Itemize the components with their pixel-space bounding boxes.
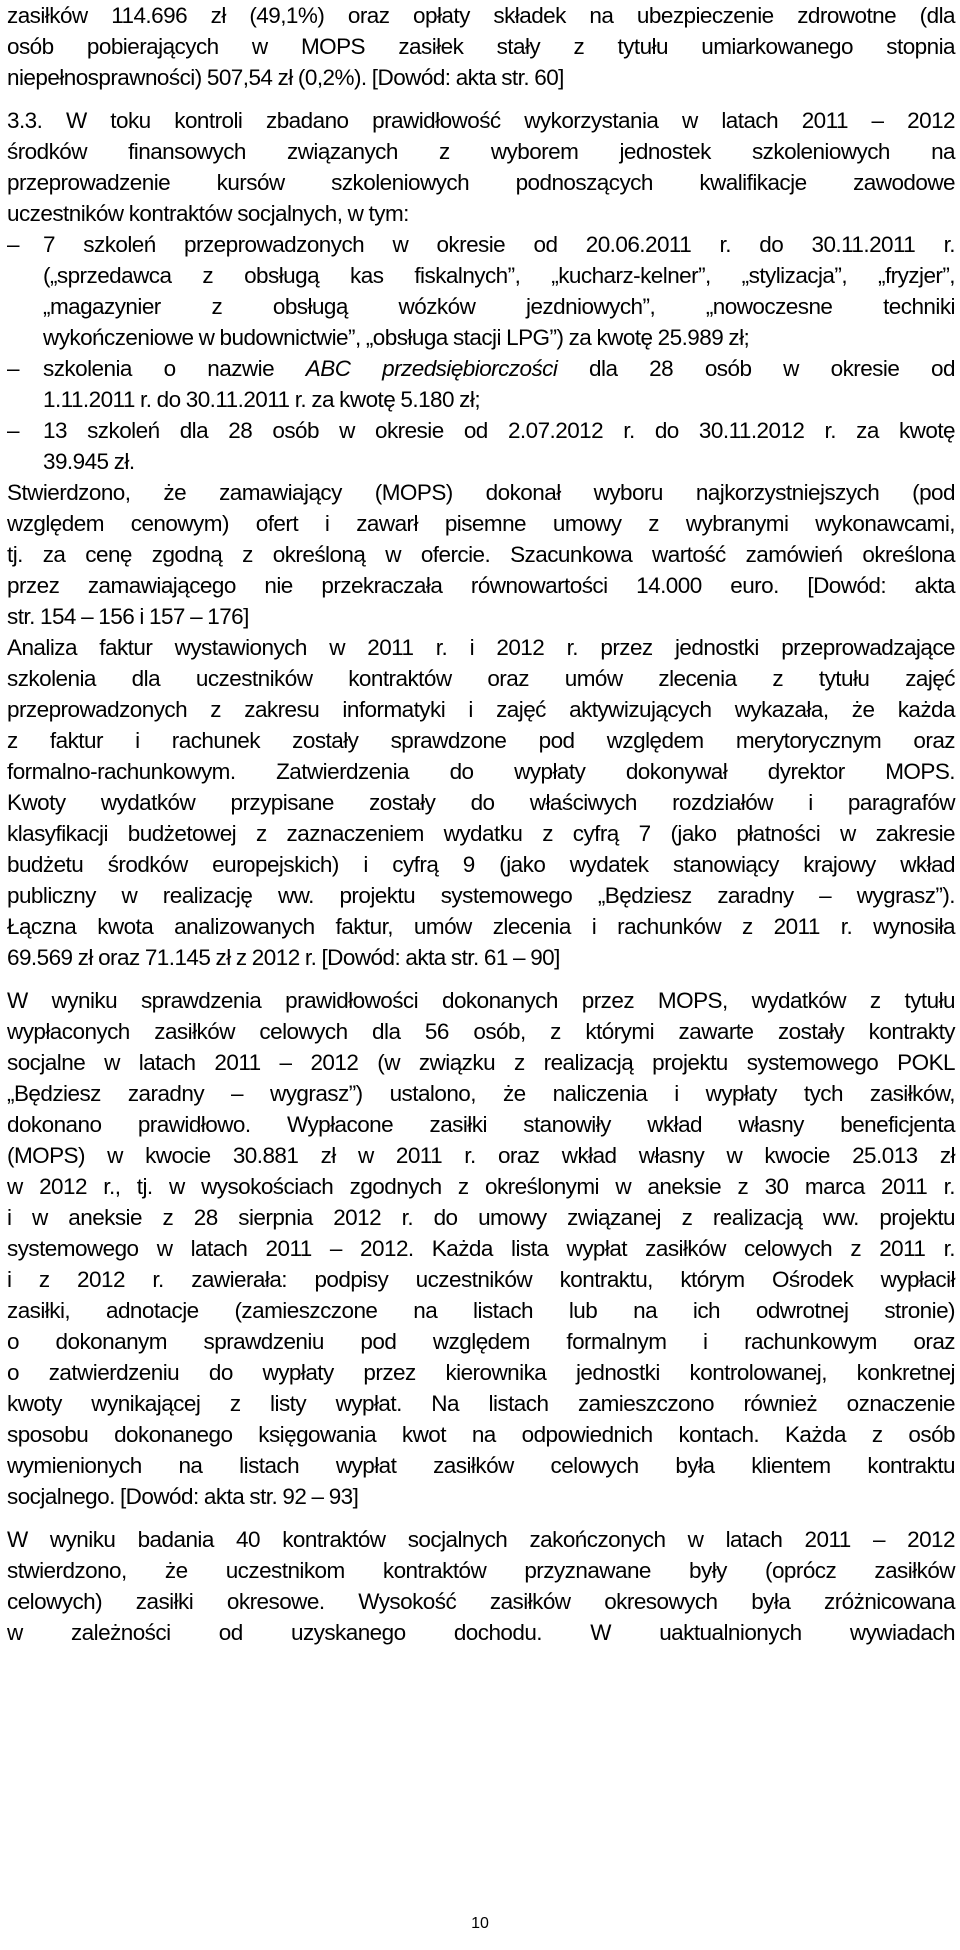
text-line: budżetu środków europejskich) i cyfrą 9 (jako wydatek stanowiący krajowy wkład <box>7 852 955 877</box>
text-line <box>7 353 955 384</box>
paragraph-gap <box>7 973 955 985</box>
text-line: formalno-rachunkowym. Zatwierdzenia do wypłaty dokonywał dyrektor MOPS. <box>7 759 955 784</box>
text-line: wypłaconych zasiłków celowych dla 56 osób, z którymi zawarte zostały kontrakty <box>7 1019 955 1044</box>
list-dash: – <box>7 232 19 257</box>
text-line: w zależności od uzyskanego dochodu. W uaktualnionych wywiadach <box>7 1620 955 1645</box>
text-line: 1.11.2011 r. do 30.11.2011 r. za kwotę 5.180 zł; <box>43 387 481 412</box>
training-name: ABC przedsiębiorczości <box>305 356 558 381</box>
text-line: wymienionych na listach wypłat zasiłków celowych była klientem kontraktu <box>7 1453 955 1478</box>
text-line: i w aneksie z 28 sierpnia 2012 r. do umowy związanej z realizacją ww. projektu <box>7 1205 955 1230</box>
text-line: uczestników kontraktów socjalnych, w tym: <box>7 201 409 226</box>
text-line: („sprzedawca z obsługą kas fiskalnych”, „kucharz-kelner”, „stylizacja”, „fryzjer”, <box>43 263 955 288</box>
paragraph-gap <box>7 93 955 105</box>
page-number: 10 <box>471 1915 489 1932</box>
text-line: „Będziesz zaradny – wygrasz”) ustalono, że naliczenia i wypłaty tych zasiłków, <box>7 1081 955 1106</box>
list-dash: – <box>7 418 19 443</box>
paragraph <box>7 1524 955 1648</box>
text-line: środków finansowych związanych z wyborem jednostek szkoleniowych na <box>7 139 955 164</box>
text-line: wykończeniowe w budownictwie”, „obsługa stacji LPG”) za kwotę 25.989 zł; <box>43 325 750 350</box>
text-line: zasiłków 114.696 zł (49,1%) oraz opłaty składek na ubezpieczenie zdrowotne (dla <box>7 3 955 28</box>
text-line: publiczny w realizację ww. projektu systemowego „Będziesz zaradny – wygrasz”). <box>7 883 955 908</box>
text-line: socjalnego. [Dowód: akta str. 92 – 93] <box>7 1484 359 1509</box>
text-line: Stwierdzono, że zamawiający (MOPS) dokonał wyboru najkorzystniejszych (pod <box>7 480 955 505</box>
text-line: w 2012 r., tj. w wysokościach zgodnych z określonymi w aneksie z 30 marca 2011 r. <box>7 1174 955 1199</box>
text-line: sposobu dokonanego księgowania kwot na odpowiednich kontach. Każda z osób <box>7 1422 955 1447</box>
paragraph <box>7 632 955 973</box>
text-line: przez zamawiającego nie przekraczała równowartości 14.000 euro. [Dowód: akta <box>7 573 955 598</box>
text-line: przeprowadzonych z zakresu informatyki i zajęć aktywizujących wykazała, że każda <box>7 697 955 722</box>
text-line: szkolenia dla uczestników kontraktów oraz umów zlecenia z tytułu zajęć <box>7 666 955 691</box>
text-line: celowych) zasiłki okresowe. Wysokość zasiłków okresowych była zróżnicowana <box>7 1589 955 1614</box>
text-line: osób pobierających w MOPS zasiłek stały z tytułu umiarkowanego stopnia <box>7 34 955 59</box>
text-line: z faktur i rachunek zostały sprawdzone pod względem merytorycznym oraz <box>7 728 955 753</box>
list-item <box>7 353 955 415</box>
training-list <box>7 229 955 477</box>
text-line: W wyniku badania 40 kontraktów socjalnych zakończonych w latach 2011 – 2012 <box>7 1527 955 1552</box>
text-line: 3.3. W toku kontroli zbadano prawidłowość wykorzystania w latach 2011 – 2012 <box>7 108 955 133</box>
text-line: str. 154 – 156 i 157 – 176] <box>7 604 249 629</box>
list-item-text: dla 28 osób w okresie od <box>557 356 955 381</box>
text-line: „magazynier z obsługą wózków jezdniowych”, „nowoczesne techniki <box>43 294 955 319</box>
paragraph <box>7 0 955 93</box>
list-dash: – <box>7 356 19 381</box>
list-item-text: 13 szkoleń dla 28 osób w okresie od 2.07.2012 r. do 30.11.2012 r. za kwotę <box>43 418 955 443</box>
text-line: przeprowadzenie kursów szkoleniowych podnoszących kwalifikacje zawodowe <box>7 170 955 195</box>
text-line: Kwoty wydatków przypisane zostały do właściwych rozdziałów i paragrafów <box>7 790 955 815</box>
paragraph-gap <box>7 1512 955 1524</box>
text-line: Łączna kwota analizowanych faktur, umów zlecenia i rachunków z 2011 r. wynosiła <box>7 914 955 939</box>
section-3-3-intro <box>7 105 955 229</box>
text-line: 39.945 zł. <box>43 449 135 474</box>
paragraph <box>7 985 955 1512</box>
list-item-text: 7 szkoleń przeprowadzonych w okresie od 20.06.2011 r. do 30.11.2011 r. <box>43 232 955 257</box>
paragraph <box>7 477 955 632</box>
text-line: kwoty wynikającej z listy wypłat. Na listach zamieszczono również oznaczenie <box>7 1391 955 1416</box>
text-line <box>7 229 955 260</box>
text-line: (MOPS) w kwocie 30.881 zł w 2011 r. oraz wkład własny w kwocie 25.013 zł <box>7 1143 955 1168</box>
list-item <box>7 415 955 477</box>
text-line: względem cenowym) ofert i zawarł pisemne umowy z wybranymi wykonawcami, <box>7 511 955 536</box>
text-line: o dokonanym sprawdzeniu pod względem formalnym i rachunkowym oraz <box>7 1329 955 1354</box>
text-line: o zatwierdzeniu do wypłaty przez kierownika jednostki kontrolowanej, konkretnej <box>7 1360 955 1385</box>
text-line: W wyniku sprawdzenia prawidłowości dokonanych przez MOPS, wydatków z tytułu <box>7 988 955 1013</box>
text-line <box>7 415 955 446</box>
text-line: zasiłki, adnotacje (zamieszczone na listach lub na ich odwrotnej stronie) <box>7 1298 955 1323</box>
text-line: 69.569 zł oraz 71.145 zł z 2012 r. [Dowód: akta str. 61 – 90] <box>7 945 560 970</box>
text-line: socjalne w latach 2011 – 2012 (w związku z realizacją projektu systemowego POKL <box>7 1050 955 1075</box>
text-line: systemowego w latach 2011 – 2012. Każda lista wypłat zasiłków celowych z 2011 r. <box>7 1236 955 1261</box>
text-line: tj. za cenę zgodną z określoną w ofercie. Szacunkowa wartość zamówień określona <box>7 542 955 567</box>
text-line: niepełnosprawności) 507,54 zł (0,2%). [Dowód: akta str. 60] <box>7 65 564 90</box>
list-item-text: szkolenia o nazwie <box>43 356 306 381</box>
text-line: i z 2012 r. zawierała: podpisy uczestników kontraktu, którym Ośrodek wypłacił <box>7 1267 955 1292</box>
text-line: stwierdzono, że uczestnikom kontraktów przyznawane były (oprócz zasiłków <box>7 1558 955 1583</box>
text-line: klasyfikacji budżetowej z zaznaczeniem wydatku z cyfrą 7 (jako płatności w zakresie <box>7 821 955 846</box>
list-item <box>7 229 955 353</box>
text-line: dokonano prawidłowo. Wypłacone zasiłki stanowiły wkład własny beneficjenta <box>7 1112 955 1137</box>
text-line: Analiza faktur wystawionych w 2011 r. i 2012 r. przez jednostki przeprowadzające <box>7 635 955 660</box>
document-page <box>7 0 955 1648</box>
